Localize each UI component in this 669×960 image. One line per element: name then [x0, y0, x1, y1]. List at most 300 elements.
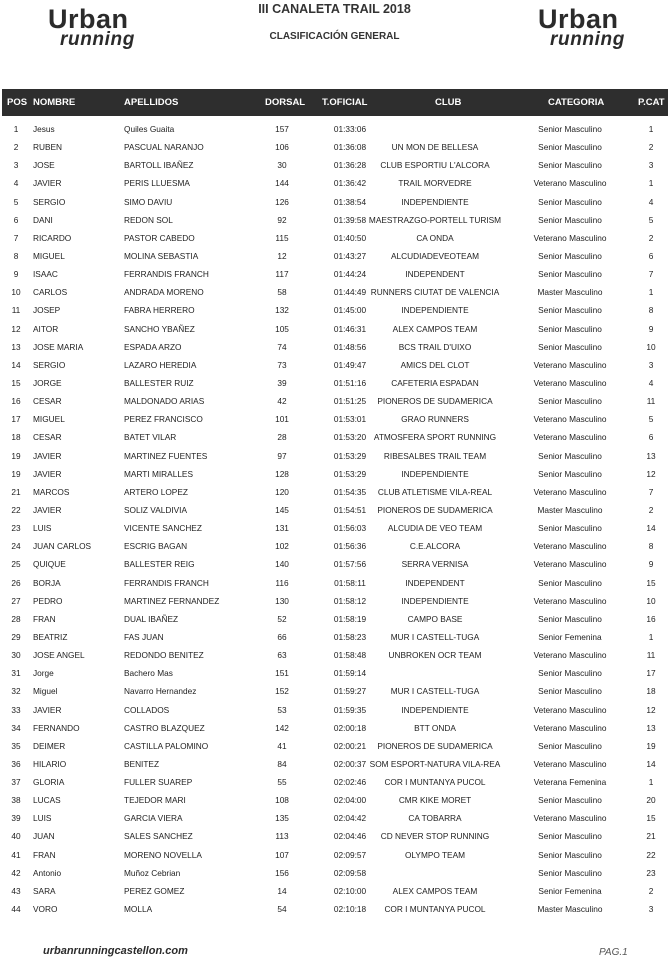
table-row: [2, 265, 668, 283]
cell-tiempo: 01:54:51: [333, 504, 367, 515]
cell-pos: 44: [11, 904, 21, 915]
cell-pcat: 8: [648, 305, 654, 316]
cell-pcat: 1: [648, 124, 654, 134]
cell-apellidos: PEREZ FRANCISCO: [124, 414, 203, 425]
cell-dorsal: 131: [275, 523, 289, 534]
table-row: [2, 465, 668, 483]
table-row: [2, 211, 668, 229]
cell-tiempo: 01:33:06: [333, 124, 367, 134]
cell-categoria: Veterano Masculino: [533, 650, 607, 661]
cell-pcat: 3: [648, 904, 654, 915]
cell-apellidos: MOLINA SEBASTIA: [124, 250, 199, 261]
cell-categoria: Veterana Femenina: [533, 777, 607, 788]
cell-pos: 40: [11, 831, 21, 842]
table-row: [2, 809, 668, 827]
cell-nombre: GLORIA: [33, 777, 65, 788]
cell-categoria: Senior Masculino: [538, 214, 602, 225]
table-row: [2, 682, 668, 700]
cell-dorsal: 144: [275, 178, 289, 189]
cell-categoria: Veterano Masculino: [533, 758, 607, 769]
cell-pos: 22: [11, 504, 21, 515]
cell-categoria: Veterano Masculino: [533, 178, 607, 189]
cell-dorsal: 30: [277, 160, 287, 171]
table-row: [2, 174, 668, 192]
cell-pos: 39: [11, 813, 21, 824]
cell-tiempo: 01:53:29: [333, 468, 367, 479]
cell-dorsal: 28: [277, 432, 287, 443]
cell-club: MUR I CASTELL-TUGA: [390, 631, 480, 642]
table-row: [2, 646, 668, 664]
cell-tiempo: 01:58:12: [333, 595, 367, 606]
cell-apellidos: SANCHO YBAÑEZ: [124, 323, 195, 334]
table-row: [2, 392, 668, 410]
cell-pos: 19: [11, 468, 21, 479]
cell-nombre: DANI: [33, 214, 53, 225]
table-row: [2, 755, 668, 773]
cell-pos: 38: [11, 795, 21, 806]
cell-pos: 16: [11, 396, 21, 407]
cell-categoria: Veterano Masculino: [533, 359, 607, 370]
cell-pcat: 5: [648, 214, 654, 225]
cell-apellidos: CASTILLA PALOMINO: [124, 740, 209, 751]
cell-tiempo: 02:04:00: [333, 795, 367, 806]
cell-tiempo: 01:45:00: [333, 305, 367, 316]
cell-dorsal: 52: [277, 613, 287, 624]
table-row: [2, 827, 668, 845]
cell-pos: 11: [11, 305, 21, 316]
cell-tiempo: 01:58:11: [334, 577, 366, 588]
cell-dorsal: 73: [277, 359, 287, 370]
cell-categoria: Senior Masculino: [538, 523, 602, 534]
cell-nombre: JAVIER: [33, 504, 62, 515]
cell-apellidos: Bachero Mas: [124, 668, 173, 679]
logo-line2: running: [60, 29, 135, 50]
cell-categoria: Senior Masculino: [538, 795, 602, 806]
header-tiempo: T.OFICIAL: [322, 97, 368, 108]
cell-apellidos: MORENO NOVELLA: [124, 849, 202, 860]
cell-dorsal: 126: [275, 196, 289, 207]
cell-nombre: BORJA: [33, 577, 61, 588]
cell-dorsal: 117: [275, 269, 289, 280]
table-row: [2, 882, 668, 900]
cell-nombre: JOSE ANGEL: [33, 650, 85, 661]
cell-dorsal: 115: [275, 232, 289, 243]
cell-apellidos: SOLIZ VALDIVIA: [124, 504, 188, 515]
table-row: [2, 846, 668, 864]
cell-club: CLUB ESPORTIU L'ALCORA: [380, 160, 490, 171]
cell-apellidos: SIMO DAVIU: [124, 196, 173, 207]
cell-club: INDEPENDIENTE: [401, 196, 469, 207]
cell-tiempo: 01:40:50: [333, 232, 367, 243]
cell-dorsal: 128: [275, 468, 289, 479]
results-table: [2, 120, 668, 918]
cell-nombre: LUIS: [33, 813, 52, 824]
cell-apellidos: BARTOLL IBAÑEZ: [124, 160, 194, 171]
cell-club: CAFETERIA ESPADAN: [391, 377, 479, 388]
table-row: [2, 374, 668, 392]
cell-pos: 1: [13, 124, 19, 134]
cell-club: COR I MUNTANYA PUCOL: [384, 777, 486, 788]
cell-club: MUR I CASTELL-TUGA: [390, 686, 480, 697]
cell-pos: 12: [11, 323, 21, 334]
cell-tiempo: 01:43:27: [333, 250, 367, 261]
page-title: III CANALETA TRAIL 2018: [258, 2, 411, 16]
cell-categoria: Senior Masculino: [538, 396, 602, 407]
cell-pcat: 15: [646, 577, 656, 588]
cell-dorsal: 41: [277, 740, 287, 751]
cell-pcat: 13: [646, 450, 656, 461]
cell-pcat: 20: [646, 795, 656, 806]
header-dorsal: DORSAL: [265, 97, 306, 108]
cell-apellidos: COLLADOS: [124, 704, 170, 715]
cell-dorsal: 106: [275, 142, 289, 153]
cell-dorsal: 116: [275, 577, 289, 588]
cell-club: TRAIL MORVEDRE: [398, 178, 472, 189]
cell-pos: 4: [13, 178, 19, 189]
cell-tiempo: 01:36:28: [333, 160, 367, 171]
cell-categoria: Senior Masculino: [538, 867, 602, 878]
cell-nombre: FRAN: [33, 613, 56, 624]
cell-club: SERRA VERNISA: [401, 559, 469, 570]
cell-club: RUNNERS CIUTAT DE VALENCIA: [370, 287, 500, 298]
cell-apellidos: Navarro Hernandez: [124, 686, 197, 697]
cell-nombre: Antonio: [33, 867, 62, 878]
cell-pcat: 1: [648, 287, 654, 298]
cell-apellidos: ESCRIG BAGAN: [124, 541, 188, 552]
cell-dorsal: 39: [277, 377, 287, 388]
cell-categoria: Senior Masculino: [538, 668, 602, 679]
cell-tiempo: 01:59:35: [333, 704, 367, 715]
cell-club: ATMOSFERA SPORT RUNNING: [373, 432, 497, 443]
cell-pos: 7: [13, 232, 19, 243]
cell-nombre: FERNANDO: [33, 722, 80, 733]
cell-dorsal: 55: [277, 777, 287, 788]
cell-tiempo: 02:10:00: [333, 885, 367, 896]
cell-pcat: 1: [648, 631, 654, 642]
cell-apellidos: FULLER SUAREP: [124, 777, 193, 788]
table-row: [2, 701, 668, 719]
cell-tiempo: 01:36:08: [333, 142, 367, 153]
cell-tiempo: 02:00:18: [333, 722, 367, 733]
header-club: CLUB: [435, 97, 462, 108]
cell-categoria: Master Masculino: [537, 287, 603, 298]
cell-pcat: 11: [646, 396, 656, 407]
cell-dorsal: 157: [275, 124, 289, 134]
cell-nombre: MIGUEL: [33, 414, 65, 425]
cell-pos: 2: [13, 142, 19, 153]
logo-line2: running: [550, 29, 625, 50]
cell-nombre: JAVIER: [33, 468, 62, 479]
cell-pcat: 4: [648, 377, 654, 388]
cell-dorsal: 42: [277, 396, 287, 407]
logo-line1: Urban: [48, 4, 129, 34]
cell-dorsal: 156: [275, 867, 289, 878]
cell-pcat: 7: [648, 486, 654, 497]
cell-club: ALEX CAMPOS TEAM: [392, 323, 478, 334]
cell-tiempo: 02:02:46: [333, 777, 367, 788]
cell-club: INDEPENDIENTE: [401, 704, 469, 715]
cell-apellidos: BALLESTER REIG: [124, 559, 195, 570]
logo-line1: Urban: [538, 4, 619, 34]
cell-dorsal: 54: [277, 904, 287, 915]
cell-nombre: Miguel: [33, 686, 58, 697]
cell-pcat: 21: [646, 831, 656, 842]
cell-categoria: Senior Masculino: [538, 305, 602, 316]
cell-tiempo: 02:09:57: [333, 849, 367, 860]
cell-apellidos: TEJEDOR MARI: [124, 795, 186, 806]
table-row: [2, 247, 668, 265]
table-row: [2, 356, 668, 374]
cell-pos: 8: [13, 250, 19, 261]
cell-apellidos: PEREZ GOMEZ: [124, 885, 185, 896]
cell-apellidos: BATET VILAR: [124, 432, 177, 443]
cell-club: INDEPENDIENTE: [401, 595, 469, 606]
cell-pos: 5: [13, 196, 19, 207]
cell-apellidos: BENITEZ: [124, 758, 160, 769]
cell-categoria: Veterano Masculino: [533, 704, 607, 715]
cell-tiempo: 01:49:47: [333, 359, 367, 370]
page-subtitle: CLASIFICACIÓN GENERAL: [269, 31, 400, 42]
footer-page-number: PAG.1: [599, 947, 628, 958]
cell-tiempo: 01:44:49: [333, 287, 367, 298]
cell-apellidos: ARTERO LOPEZ: [124, 486, 188, 497]
cell-apellidos: DUAL IBAÑEZ: [124, 613, 179, 624]
cell-apellidos: REDON SOL: [124, 214, 173, 225]
cell-pcat: 17: [646, 668, 656, 679]
cell-club: ALCUDIADEVEOTEAM: [390, 250, 480, 261]
cell-tiempo: 02:00:37: [333, 758, 367, 769]
table-row: [2, 664, 668, 682]
cell-tiempo: 02:04:42: [333, 813, 367, 824]
cell-dorsal: 105: [275, 323, 289, 334]
cell-apellidos: FERRANDIS FRANCH: [124, 577, 209, 588]
cell-categoria: Veterano Masculino: [533, 486, 607, 497]
cell-tiempo: 02:04:46: [333, 831, 367, 842]
cell-club: UN MON DE BELLESA: [391, 142, 479, 153]
cell-pcat: 9: [648, 559, 654, 570]
cell-nombre: JUAN: [33, 831, 55, 842]
cell-pcat: 22: [646, 849, 656, 860]
cell-nombre: Jesus: [33, 124, 55, 134]
cell-pos: 25: [11, 559, 21, 570]
cell-club: GRAO RUNNERS: [401, 414, 469, 425]
cell-dorsal: 58: [277, 287, 287, 298]
cell-club: RIBESALBES TRAIL TEAM: [383, 450, 487, 461]
cell-apellidos: PASTOR CABEDO: [124, 232, 195, 243]
cell-categoria: Veterano Masculino: [533, 559, 607, 570]
header-pos: POS: [7, 97, 28, 108]
cell-club: CA ONDA: [416, 232, 454, 243]
cell-pcat: 6: [648, 432, 654, 443]
cell-categoria: Veterano Masculino: [533, 541, 607, 552]
table-row: [2, 283, 668, 301]
cell-apellidos: ANDRADA MORENO: [124, 287, 204, 298]
cell-nombre: HILARIO: [33, 758, 67, 769]
table-row: [2, 320, 668, 338]
cell-dorsal: 120: [275, 486, 289, 497]
cell-dorsal: 53: [277, 704, 287, 715]
table-row: [2, 410, 668, 428]
cell-categoria: Senior Masculino: [538, 613, 602, 624]
table-row: [2, 338, 668, 356]
table-row: [2, 610, 668, 628]
cell-nombre: CESAR: [33, 432, 62, 443]
cell-nombre: SARA: [33, 885, 56, 896]
cell-nombre: JAVIER: [33, 450, 62, 461]
cell-nombre: SERGIO: [33, 196, 66, 207]
cell-categoria: Senior Masculino: [538, 124, 602, 134]
cell-pcat: 2: [648, 232, 654, 243]
cell-apellidos: MALDONADO ARIAS: [124, 396, 205, 407]
table-row: [2, 428, 668, 446]
cell-tiempo: 01:36:42: [333, 178, 367, 189]
cell-tiempo: 01:58:48: [333, 650, 367, 661]
cell-dorsal: 108: [275, 795, 289, 806]
table-row: [2, 193, 668, 211]
cell-tiempo: 01:44:24: [333, 269, 367, 280]
cell-pcat: 6: [648, 250, 654, 261]
cell-dorsal: 74: [277, 341, 287, 352]
cell-club: INDEPENDIENTE: [401, 468, 469, 479]
cell-tiempo: 01:51:25: [333, 396, 367, 407]
cell-apellidos: FABRA HERRERO: [124, 305, 195, 316]
cell-categoria: Senior Masculino: [538, 341, 602, 352]
cell-pos: 31: [11, 668, 21, 679]
cell-club: CA TOBARRA: [408, 813, 462, 824]
cell-tiempo: 01:53:20: [333, 432, 367, 443]
cell-dorsal: 135: [275, 813, 289, 824]
header-categoria: CATEGORIA: [548, 97, 605, 108]
cell-nombre: SERGIO: [33, 359, 66, 370]
table-header: [2, 89, 668, 116]
cell-nombre: VORO: [33, 904, 58, 915]
cell-pcat: 1: [648, 178, 654, 189]
cell-categoria: Veterano Masculino: [533, 432, 607, 443]
cell-categoria: Senior Masculino: [538, 577, 602, 588]
cell-dorsal: 84: [277, 758, 287, 769]
cell-nombre: MIGUEL: [33, 250, 65, 261]
cell-nombre: RUBEN: [33, 142, 63, 153]
table-row: [2, 555, 668, 573]
cell-nombre: QUIQUE: [33, 559, 66, 570]
cell-club: UNBROKEN OCR TEAM: [388, 650, 482, 661]
cell-tiempo: 01:58:19: [333, 613, 367, 624]
cell-club: ALEX CAMPOS TEAM: [392, 885, 478, 896]
cell-pcat: 14: [646, 523, 656, 534]
table-row: [2, 737, 668, 755]
cell-pos: 35: [11, 740, 21, 751]
cell-pos: 23: [11, 523, 21, 534]
cell-categoria: Senior Masculino: [538, 269, 602, 280]
table-row: [2, 900, 668, 918]
cell-pos: 18: [11, 432, 21, 443]
header-nombre: NOMBRE: [33, 97, 76, 108]
cell-pcat: 14: [646, 758, 656, 769]
table-row: [2, 447, 668, 465]
cell-nombre: BEATRIZ: [33, 631, 68, 642]
cell-pos: 13: [11, 341, 21, 352]
cell-tiempo: 01:51:16: [333, 377, 367, 388]
cell-tiempo: 01:48:56: [333, 341, 367, 352]
cell-categoria: Senior Masculino: [538, 323, 602, 334]
cell-apellidos: FAS JUAN: [124, 631, 164, 642]
cell-dorsal: 132: [275, 305, 289, 316]
cell-pcat: 23: [646, 867, 656, 878]
cell-pcat: 7: [648, 269, 654, 280]
cell-categoria: Senior Masculino: [538, 468, 602, 479]
cell-tiempo: 01:56:03: [333, 523, 367, 534]
table-row: [2, 773, 668, 791]
cell-pcat: 16: [646, 613, 656, 624]
cell-categoria: Veterano Masculino: [533, 813, 607, 824]
table-row: [2, 301, 668, 319]
cell-nombre: PEDRO: [33, 595, 63, 606]
cell-pcat: 11: [646, 650, 656, 661]
cell-categoria: Senior Masculino: [538, 142, 602, 153]
cell-tiempo: 01:58:23: [333, 631, 367, 642]
cell-dorsal: 145: [275, 504, 289, 515]
cell-apellidos: MOLLA: [124, 904, 153, 915]
cell-tiempo: 01:56:36: [333, 541, 367, 552]
cell-dorsal: 101: [275, 414, 289, 425]
cell-club: OLYMPO TEAM: [404, 849, 466, 860]
cell-pos: 43: [11, 885, 21, 896]
cell-dorsal: 14: [277, 885, 287, 896]
cell-pcat: 4: [648, 196, 654, 207]
cell-pcat: 2: [648, 142, 654, 153]
table-row: [2, 120, 668, 138]
cell-nombre: LUIS: [33, 523, 52, 534]
cell-dorsal: 97: [277, 450, 287, 461]
cell-tiempo: 01:53:01: [333, 414, 367, 425]
cell-dorsal: 152: [275, 686, 289, 697]
cell-club: INDEPENDENT: [405, 577, 465, 588]
cell-pcat: 13: [646, 722, 656, 733]
cell-pos: 34: [11, 722, 21, 733]
cell-pcat: 2: [648, 885, 654, 896]
cell-pos: 15: [11, 377, 21, 388]
cell-nombre: JOSE MARIA: [33, 341, 84, 352]
cell-tiempo: 01:38:54: [333, 196, 367, 207]
cell-pcat: 1: [648, 777, 654, 788]
cell-categoria: Senior Masculino: [538, 160, 602, 171]
cell-categoria: Master Masculino: [537, 504, 603, 515]
cell-club: PIONEROS DE SUDAMERICA: [377, 396, 493, 407]
cell-nombre: Jorge: [33, 668, 54, 679]
cell-nombre: JUAN CARLOS: [33, 541, 92, 552]
cell-club: C.E.ALCORA: [409, 541, 461, 552]
cell-nombre: FRAN: [33, 849, 56, 860]
cell-club: BTT ONDA: [414, 722, 456, 733]
cell-categoria: Senior Masculino: [538, 849, 602, 860]
cell-dorsal: 107: [275, 849, 289, 860]
cell-tiempo: 01:57:56: [333, 559, 367, 570]
cell-tiempo: 01:59:27: [333, 686, 367, 697]
cell-nombre: AITOR: [33, 323, 59, 334]
cell-club: CD NEVER STOP RUNNING: [380, 831, 490, 842]
cell-club: INDEPENDIENTE: [401, 305, 469, 316]
cell-pos: 26: [11, 577, 21, 588]
table-row: [2, 483, 668, 501]
cell-pcat: 12: [646, 468, 656, 479]
cell-tiempo: 02:10:18: [333, 904, 367, 915]
cell-pcat: 10: [646, 341, 656, 352]
footer-website[interactable]: urbanrunningcastellon.com: [43, 945, 188, 957]
cell-categoria: Senior Masculino: [538, 831, 602, 842]
table-row: [2, 537, 668, 555]
cell-pos: 6: [13, 214, 19, 225]
cell-tiempo: 01:53:29: [333, 450, 367, 461]
